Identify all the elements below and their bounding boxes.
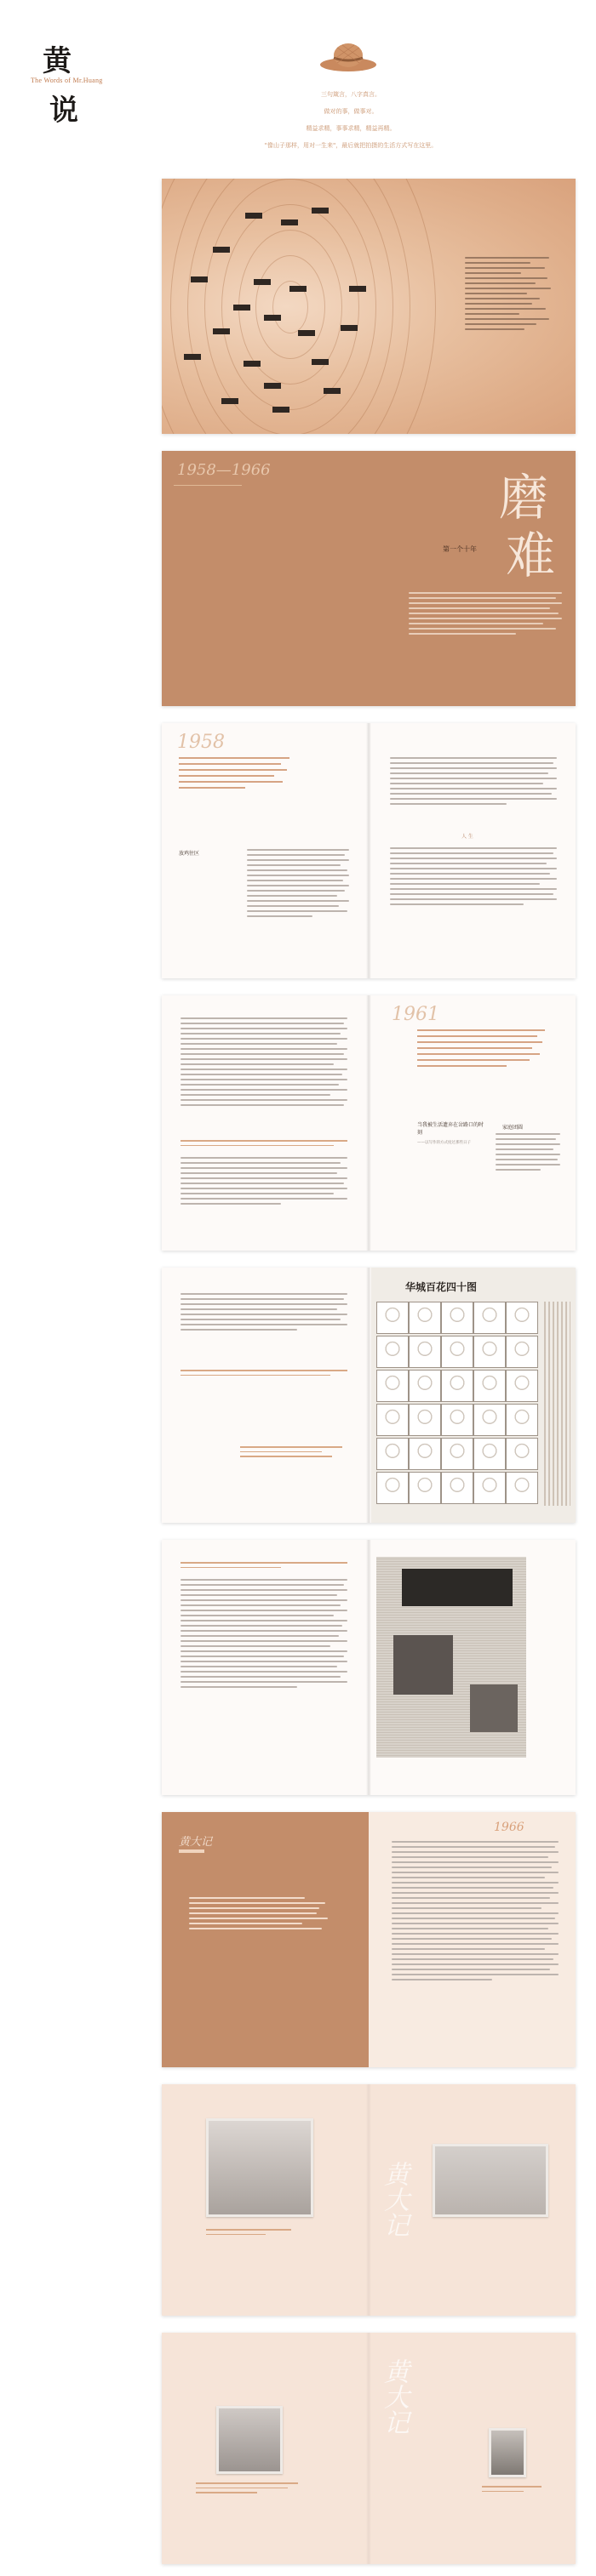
portrait-photo xyxy=(489,2428,526,2477)
diary-watermark: 黄大记 xyxy=(379,2358,409,2435)
brand-english: The Words of Mr.Huang xyxy=(31,77,103,84)
timeline-tag xyxy=(245,213,262,219)
timeline-tag xyxy=(281,219,298,225)
timeline-tag xyxy=(213,328,230,334)
newspaper-photo xyxy=(393,1635,453,1695)
diary-underline xyxy=(179,1849,204,1853)
body-text xyxy=(390,757,557,808)
tree-ring xyxy=(162,179,436,434)
timeline-tag xyxy=(272,407,289,413)
timeline-tag xyxy=(264,315,281,321)
handwriting-note xyxy=(417,1029,545,1071)
couple-photo xyxy=(206,2118,313,2217)
chapter-years: 1958—1966 xyxy=(177,461,271,479)
intro-line: 精益求精，事事求精，精益再精。 xyxy=(306,125,396,132)
timeline-tag xyxy=(244,361,261,367)
photo-caption xyxy=(482,2486,542,2495)
timeline-tag xyxy=(191,276,208,282)
timeline-tag xyxy=(184,354,201,360)
hat-illustration xyxy=(318,41,378,73)
diary-quote xyxy=(189,1897,334,1933)
spread-photos-1 xyxy=(162,2084,576,2316)
section-heading: 人 生 xyxy=(461,834,473,840)
newspaper-clipping xyxy=(376,1557,526,1758)
chapter-subtitle: 第一个十年 xyxy=(443,545,477,553)
body-text xyxy=(496,1133,560,1174)
newspaper-masthead xyxy=(402,1569,513,1606)
section-title: 放鸡往区 xyxy=(179,851,200,857)
cartoon-vertical-text xyxy=(542,1302,570,1506)
pull-quote xyxy=(181,1370,347,1379)
section-heading: 家庭团圆 xyxy=(502,1125,524,1131)
worker-photo xyxy=(216,2406,283,2474)
spread-timeline xyxy=(162,179,576,434)
timeline-tag xyxy=(324,388,341,394)
straw-hat-icon xyxy=(318,41,378,73)
timeline-tag xyxy=(312,208,329,214)
timeline-tag xyxy=(341,325,358,331)
diary-title: 黄大记 xyxy=(179,1836,213,1849)
pull-quote xyxy=(181,1140,347,1149)
body-text xyxy=(392,1841,559,1984)
letter-photo xyxy=(433,2144,548,2217)
spread-newspaper xyxy=(162,1540,576,1795)
year-1958: 1958 xyxy=(177,732,225,753)
timeline-tag xyxy=(312,359,329,365)
timeline-tag xyxy=(289,286,307,292)
timeline-tag xyxy=(254,279,271,285)
timeline-tag xyxy=(264,383,281,389)
body-text xyxy=(390,847,557,909)
brand-char-bottom: 说 xyxy=(49,94,78,128)
intro-line: 做对的事，做事对。 xyxy=(324,108,378,115)
cartoon-image xyxy=(371,1268,576,1523)
headline-sub: ——以写作的方式度过那些日子 xyxy=(417,1141,471,1145)
intro-line: 三句箴言，八字真言。 xyxy=(321,91,381,98)
timeline-tag xyxy=(213,247,230,253)
timeline-tag xyxy=(298,330,315,336)
timeline-tag xyxy=(221,398,238,404)
spread-cartoon xyxy=(162,1268,576,1523)
timeline-legend xyxy=(465,257,559,333)
body-text xyxy=(181,1579,347,1691)
spread-1958 xyxy=(162,723,576,978)
chapter-title-char-2: 难 xyxy=(506,527,556,584)
newspaper-photo xyxy=(470,1684,518,1732)
body-text xyxy=(181,1017,347,1109)
chapter-divider xyxy=(174,485,242,486)
body-text xyxy=(181,1157,347,1208)
pull-quote xyxy=(181,1562,347,1571)
headline: 当我被生活遗弃在岔路口的时刻 xyxy=(417,1122,484,1136)
photo-caption xyxy=(206,2229,291,2238)
timeline-tag xyxy=(233,305,250,311)
timeline-tag xyxy=(349,286,366,292)
spread-huang-diary xyxy=(162,1812,576,2067)
diary-watermark: 黄大记 xyxy=(379,2161,409,2237)
photo-caption xyxy=(196,2482,298,2497)
spread-1961 xyxy=(162,995,576,1251)
handwriting-note xyxy=(179,757,289,793)
body-text xyxy=(247,849,349,920)
chapter-title-char-1: 磨 xyxy=(499,469,549,527)
year-1961: 1961 xyxy=(392,1004,439,1025)
footnote xyxy=(240,1446,342,1461)
body-text xyxy=(181,1293,347,1334)
intro-line: "像山子那样，用对一生来"，最后就把拍摄的生活方式写在这里。 xyxy=(264,142,438,149)
diary-year: 1966 xyxy=(494,1821,524,1834)
spread-chapter-one xyxy=(162,451,576,706)
cartoon-title: 华城百花四十图 xyxy=(405,1281,478,1293)
chapter-intro-text xyxy=(409,592,562,638)
brand-char-top: 黄 xyxy=(43,44,72,78)
spread-photos-2 xyxy=(162,2333,576,2564)
